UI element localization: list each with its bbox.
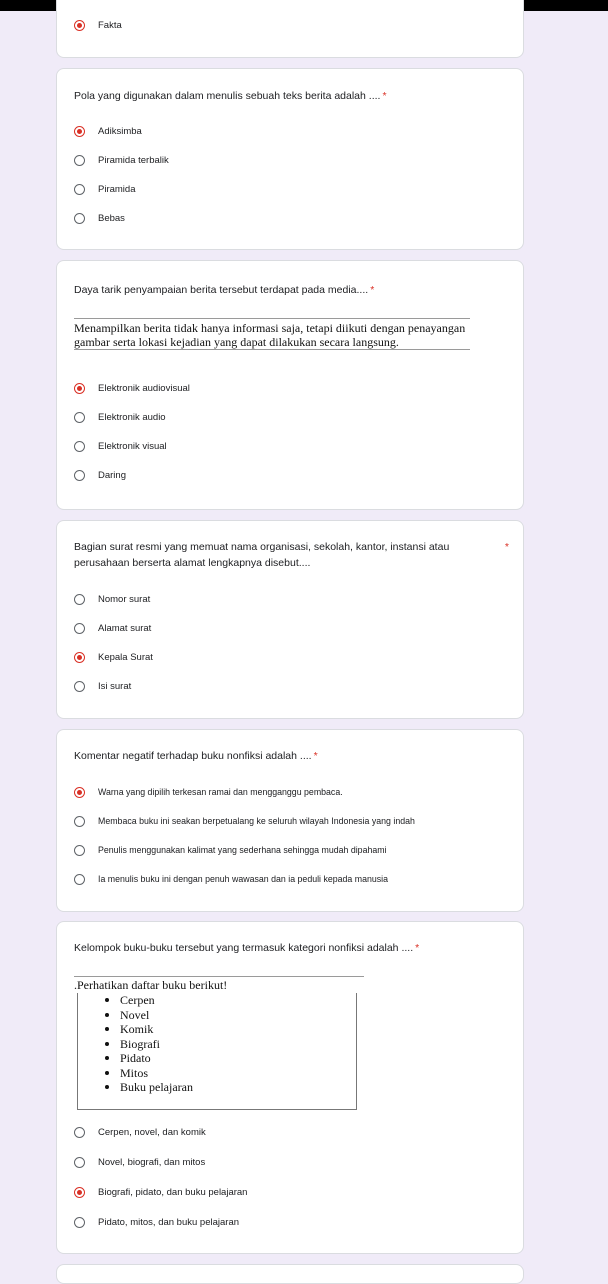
option-label: Cerpen, novel, dan komik xyxy=(98,1126,206,1138)
option-label: Membaca buku ini seakan berpetualang ke seluruh wilayah Indonesia yang indah xyxy=(98,816,415,826)
question-card-next xyxy=(56,1264,524,1284)
book-list-item: Novel xyxy=(104,1008,356,1023)
book-list-box xyxy=(77,993,357,1110)
option-label: Bebas xyxy=(98,212,125,224)
question-title: Kelompok buku-buku tersebut yang termasuk kategori nonfiksi adalah .... * xyxy=(74,942,420,954)
option-novel-biografi-mitos[interactable] xyxy=(74,1154,205,1170)
option-bebas[interactable] xyxy=(74,210,125,226)
book-list-heading: .Perhatikan daftar buku berikut! xyxy=(74,976,364,992)
radio-icon[interactable] xyxy=(74,412,85,423)
required-mark: * xyxy=(370,284,375,296)
option-piramida-terbalik[interactable] xyxy=(74,152,169,168)
radio-selected-icon[interactable] xyxy=(74,383,85,394)
book-list xyxy=(78,993,356,1095)
radio-selected-icon[interactable] xyxy=(74,652,85,663)
question-title: Komentar negatif terhadap buku nonfiksi adalah .... * xyxy=(74,750,318,762)
book-list-item: Komik xyxy=(104,1022,356,1037)
option-berpetualang[interactable] xyxy=(74,813,415,829)
radio-icon[interactable] xyxy=(74,470,85,481)
book-list-item: Mitos xyxy=(104,1066,356,1081)
radio-icon[interactable] xyxy=(74,874,85,885)
radio-icon[interactable] xyxy=(74,155,85,166)
option-label: Nomor surat xyxy=(98,593,151,605)
radio-icon[interactable] xyxy=(74,441,85,452)
option-label: Isi surat xyxy=(98,680,132,692)
radio-icon[interactable] xyxy=(74,681,85,692)
required-mark: * xyxy=(313,750,318,762)
option-elektronik-audio[interactable] xyxy=(74,409,166,425)
radio-selected-icon[interactable] xyxy=(74,1187,85,1198)
radio-icon[interactable] xyxy=(74,816,85,827)
option-cerpen-novel-komik[interactable] xyxy=(74,1124,206,1140)
required-mark: * xyxy=(382,90,387,102)
option-label: Biografi, pidato, dan buku pelajaran xyxy=(98,1186,248,1198)
radio-icon[interactable] xyxy=(74,213,85,224)
required-mark: * xyxy=(504,541,509,553)
option-label: Elektronik audiovisual xyxy=(98,382,190,394)
book-list-item: Biografi xyxy=(104,1037,356,1052)
option-label: Piramida terbalik xyxy=(98,154,169,166)
option-label: Pidato, mitos, dan buku pelajaran xyxy=(98,1216,240,1228)
book-list-item: Pidato xyxy=(104,1051,356,1066)
radio-icon[interactable] xyxy=(74,623,85,634)
required-mark: * xyxy=(415,942,420,954)
option-warna-ramai[interactable] xyxy=(74,784,343,800)
option-label: Adiksimba xyxy=(98,125,142,137)
question-card-fakta xyxy=(56,0,524,58)
radio-icon[interactable] xyxy=(74,1217,85,1228)
question-title: Daya tarik penyampaian berita tersebut terdapat pada media.... * xyxy=(74,284,375,296)
option-label: Warna yang dipilih terkesan ramai dan mengganggu pembaca. xyxy=(98,787,343,797)
option-label: Kepala Surat xyxy=(98,651,153,663)
radio-selected-icon[interactable] xyxy=(74,126,85,137)
question-card-daya-tarik xyxy=(56,260,524,510)
book-list-item: Cerpen xyxy=(104,993,356,1008)
question-title: Bagian surat resmi yang memuat nama organisasi, sekolah, kantor, instansi atau perusahaan berserta alamat lengkapnya disebut.... xyxy=(74,541,450,569)
option-biografi-pidato-pelajaran[interactable] xyxy=(74,1184,247,1200)
radio-icon[interactable] xyxy=(74,1157,85,1168)
radio-selected-icon[interactable] xyxy=(74,787,85,798)
question-card-kepala-surat xyxy=(56,520,524,719)
option-label: Ia menulis buku ini dengan penuh wawasan dan ia peduli kepada manusia xyxy=(98,874,389,884)
option-label: Elektronik visual xyxy=(98,440,167,452)
option-nomor-surat[interactable] xyxy=(74,591,150,607)
option-penuh-wawasan[interactable] xyxy=(74,871,388,887)
book-list-item: Buku pelajaran xyxy=(104,1080,356,1095)
option-piramida[interactable] xyxy=(74,181,136,197)
question-card-pola-berita xyxy=(56,68,524,250)
option-pidato-mitos-pelajaran[interactable] xyxy=(74,1214,239,1230)
option-label: Alamat surat xyxy=(98,622,152,634)
radio-icon[interactable] xyxy=(74,594,85,605)
radio-icon[interactable] xyxy=(74,845,85,856)
option-alamat-surat[interactable] xyxy=(74,620,151,636)
option-label: Fakta xyxy=(98,19,122,31)
option-label: Penulis menggunakan kalimat yang sederhana sehingga mudah dipahami xyxy=(98,845,387,855)
option-isi-surat[interactable] xyxy=(74,678,131,694)
option-fakta[interactable] xyxy=(74,17,122,33)
option-kepala-surat[interactable] xyxy=(74,649,153,665)
option-elektronik-visual[interactable] xyxy=(74,438,167,454)
radio-icon[interactable] xyxy=(74,184,85,195)
question-card-nonfiksi xyxy=(56,921,524,1254)
option-label: Elektronik audio xyxy=(98,411,166,423)
option-label: Novel, biografi, dan mitos xyxy=(98,1156,206,1168)
question-card-komentar-negatif xyxy=(56,729,524,912)
radio-icon[interactable] xyxy=(74,1127,85,1138)
option-kalimat-sederhana[interactable] xyxy=(74,842,387,858)
option-adiksimba[interactable] xyxy=(74,123,142,139)
option-label: Daring xyxy=(98,469,126,481)
option-daring[interactable] xyxy=(74,467,126,483)
question-title: Pola yang digunakan dalam menulis sebuah teks berita adalah .... * xyxy=(74,90,387,102)
radio-selected-icon[interactable] xyxy=(74,20,85,31)
option-elektronik-audiovisual[interactable] xyxy=(74,380,190,396)
option-label: Piramida xyxy=(98,183,136,195)
question-passage-image: Menampilkan berita tidak hanya informasi saja, tetapi diikuti dengan penayangan gambar serta lokasi kejadian yang dapat dilakukan secara langsung. xyxy=(74,318,470,350)
